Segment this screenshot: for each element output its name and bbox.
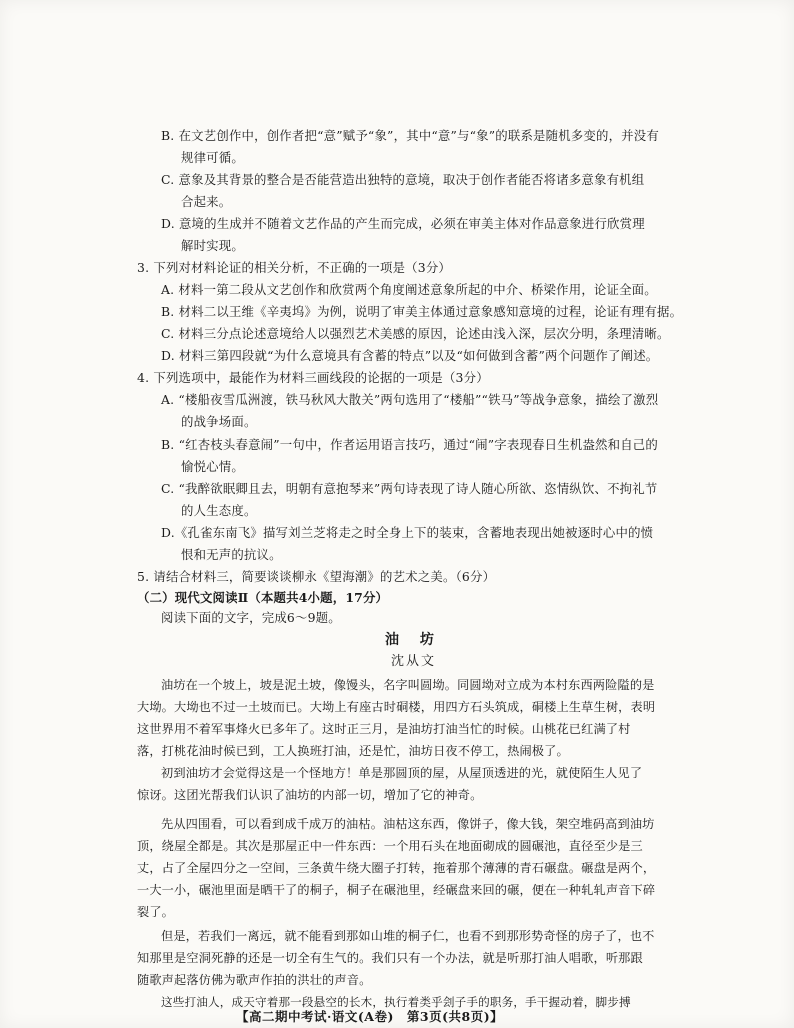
q2-option-c-line2: 合起来。: [181, 194, 232, 209]
article-line: 先从四围看，可以看到成千成万的油枯。油枯这东西，像饼子，像大钱，架空堆码高到油坊: [161, 817, 655, 831]
article-line: 落，打桃花油时候已到，工人换班打油，还是忙，油坊日夜不停工，热闹极了。: [137, 744, 569, 758]
q3-option-b: B. 材料二以王维《辛夷坞》为例，说明了审美主体通过意象感知意境的过程，论证有理有据。: [161, 304, 683, 319]
article-line: 知那里是空洞死静的还是一切全有生气的。我们只有一个办法，就是听那打油人唱歌，听那跟: [137, 951, 643, 965]
q4-option-b-line1: B. “红杏枝头春意闹”一句中，作者运用语言技巧，通过“闹”字表现春日生机盎然和自己的: [161, 437, 658, 452]
article-line: 初到油坊才会觉得这是一个怪地方！单是那圆顶的屋，从屋顶透进的光，就使陌生人见了: [161, 766, 643, 780]
article-line: 惊讶。这团光帮我们认识了油坊的内部一切，增加了它的神奇。: [137, 788, 483, 802]
q4-option-a-line1: A. “楼船夜雪瓜洲渡，铁马秋风大散关”两句选用了“楼船”“铁马”等战争意象，描绘了激烈: [161, 392, 659, 407]
q4-option-d-line2: 恨和无声的抗议。: [181, 547, 282, 562]
q3-option-d: D. 材料三第四段就“为什么意境具有含蓄的特点”以及“如何做到含蓄”两个问题作了阐述。: [161, 348, 659, 363]
q4-option-d-line1: D.《孔雀东南飞》描写刘兰芝将走之时全身上下的装束，含蓄地表现出她被逐时心中的愤: [161, 525, 654, 540]
section-instruction: 阅读下面的文字，完成6～9题。: [161, 610, 341, 625]
q2-option-b-line1: B. 在文艺创作中，创作者把“意”赋予“象”，其中“意”与“象”的联系是随机多变的，并没有: [161, 128, 659, 143]
article-line: 油坊在一个坡上，坡是泥土坡，像馒头，名字叫圆坳。同圆坳对立成为本村东西两险隘的是: [161, 678, 655, 692]
q4-option-c-line2: 的人生态度。: [181, 503, 257, 518]
q5-stem: 5. 请结合材料三，简要谈谈柳永《望海潮》的艺术之美。（6分）: [137, 569, 496, 584]
article-line: 大坳。大坳也不过一土坡而已。大坳上有座古时硐楼，用四方石头筑成，硐楼上生草生树，表明: [137, 700, 656, 714]
article-title: 油 坊: [385, 632, 442, 648]
article-line: 但是，若我们一离远，就不能看到那如山堆的桐子仁，也看不到那形势奇怪的房子了，也不: [161, 929, 655, 943]
article-line: 这世界用不着军事烽火已多年了。这时正三月，是油坊打油当忙的时候。山桃花已红满了村: [137, 722, 631, 736]
q2-option-c-line1: C. 意象及其背景的整合是否能营造出独特的意境，取决于创作者能否将诸多意象有机组: [161, 172, 645, 187]
q4-option-c-line1: C. “我醉欲眠卿且去，明朝有意抱琴来”两句诗表现了诗人随心所欲、恣情纵饮、不拘礼节: [161, 481, 658, 496]
q4-stem: 4. 下列选项中，最能作为材料三画线段的论据的一项是（3分）: [137, 370, 489, 385]
q3-stem: 3. 下列对材料论证的相关分析，不正确的一项是（3分）: [137, 260, 452, 275]
q3-option-a: A. 材料一第二段从文艺创作和欣赏两个角度阐述意象所起的中介、桥梁作用，论证全面。: [161, 282, 657, 297]
q3-option-c: C. 材料三分点论述意境给人以强烈艺术美感的原因，论述由浅入深，层次分明，条理清晰。: [161, 326, 670, 341]
page-footer: 【高二期中考试·语文(A卷) 第3页(共8页)】: [236, 1009, 504, 1024]
section-heading: （二）现代文阅读Ⅱ（本题共4小题，17分）: [137, 590, 389, 605]
q2-option-d-line2: 解时实现。: [181, 238, 244, 253]
article-line: 这些打油人，成天守着那一段悬空的长木，执行着类乎刽子手的职务，手干握动着，脚步搏: [161, 995, 631, 1009]
article-line: 裂了。: [137, 905, 175, 919]
q4-option-a-line2: 的战争场面。: [181, 414, 257, 429]
q2-option-d-line1: D. 意境的生成并不随着文艺作品的产生而完成，必须在审美主体对作品意象进行欣赏理: [161, 216, 645, 231]
article-line: 一大一小，碾池里面是晒干了的桐子，桐子在碾池里，经碾盘来回的碾，便在一种轧轧声音下碎: [137, 883, 656, 897]
article-line: 随歌声起落仿佛为歌声作拍的洪壮的声音。: [137, 973, 372, 987]
article-line: 顶，绕屋全都是。其次是那屋正中一件东西：一个用石头在地面砌成的圆碾池，直径至少是三: [137, 839, 643, 853]
q2-option-b-line2: 规律可循。: [181, 150, 244, 165]
q4-option-b-line2: 愉悦心情。: [181, 459, 244, 474]
article-line: 丈，占了全屋四分之一空间，三条黄牛绕大圈子打转，拖着那个薄薄的青石碾盘。碾盘是两个，: [137, 861, 656, 875]
article-author: 沈从文: [391, 654, 437, 669]
